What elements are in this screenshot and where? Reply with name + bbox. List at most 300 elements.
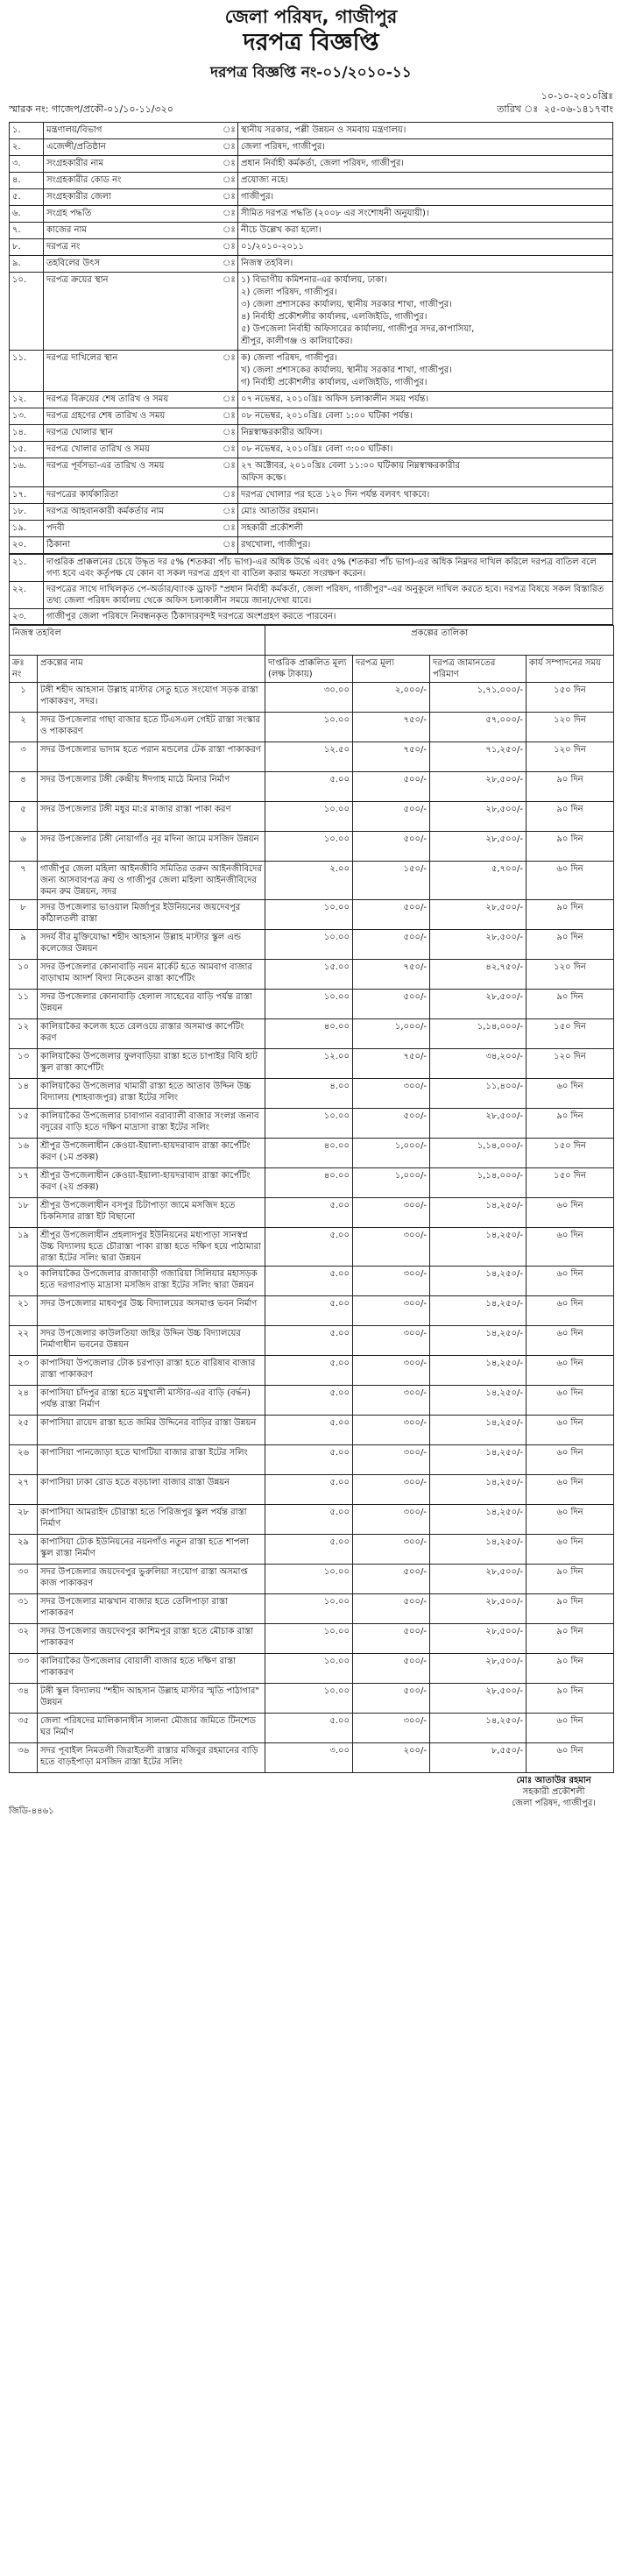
cell-name: কাপাসিয়া চাঁদপুর রাস্তা হতে মধুখালী মাস্টার-এর বাড়ি (বর্দ্ধন) পর্যন্ত রাস্তা নির্মাণ	[38, 1386, 265, 1416]
table-row	[10, 1475, 614, 1505]
cell-security: ৪২,৭৫০/-	[430, 960, 527, 990]
cell-duration: ৬০ দিন	[527, 1356, 614, 1386]
cell-estimate: ৪০.০০	[265, 1168, 353, 1198]
cell-sl: ৮	[10, 900, 38, 930]
info-row: ২. এজেন্সী/প্রতিষ্ঠান ঃ জেলা পরিষদ, গাজীপুর।	[10, 139, 613, 156]
cell-estimate: ৪০.০০	[265, 1019, 353, 1049]
table-row	[10, 1594, 614, 1624]
cell-name: কালিয়াকৈর উপজেলার ফুলবাড়িয়া রাস্তা হতে চাপাইর বিবি হাট স্কুল রাস্তা কার্পেটিং	[38, 1049, 265, 1079]
cell-sl: ১২	[10, 1019, 38, 1049]
cell-price: ৭৫০/-	[353, 960, 430, 990]
info-label: দরপত্র দাখিলের স্থান	[44, 351, 221, 392]
table-row	[10, 1109, 614, 1139]
cell-security: ১৪,২৫০/-	[430, 1475, 527, 1505]
info-no: ৪.	[10, 173, 44, 189]
cell-estimate: ২.০০	[265, 862, 353, 900]
cell-name: কালিয়াকৈর উপজেলার রাজাবাড়ী গজারিয়া সিলিয়ার মহাসড়ক হতে দরগারপাড় মাদ্রাসা মসজিদ রাস্তা ইটের সলিং দ্বারা উন্নয়ন	[38, 1267, 265, 1296]
info-label: এজেন্সী/প্রতিষ্ঠান	[44, 139, 221, 156]
table-row	[10, 1198, 614, 1228]
table-row	[10, 802, 614, 832]
cell-sl: ৯	[10, 930, 38, 960]
cell-estimate: ১০.০০	[265, 802, 353, 832]
cell-sl: ৭	[10, 862, 38, 900]
info-value	[238, 239, 613, 256]
info-value-line: সীমিত দরপত্র পদ্ধতি (২০০৮ এর সংশোধনী অনুযায়ী)।	[241, 209, 429, 218]
cell-sl: ৬	[10, 832, 38, 862]
cell-security: ১১,৪০০/-	[430, 1079, 527, 1109]
info-no: ১৮.	[10, 504, 44, 521]
info-no: ১২.	[10, 392, 44, 408]
cell-duration: ৬০ দিন	[527, 1198, 614, 1228]
notice-number: দরপত্র বিজ্ঞপ্তি নং-০১/২০১০-১১	[210, 64, 412, 82]
info-value-line: প্রধান নির্বাহী কর্মকর্তা, জেলা পরিষদ, গাজীপুর।	[241, 159, 404, 168]
info-row: ১০. দরপত্র ক্রয়ের স্থান ঃ ১) বিভাগীয় কমিশনার-এর কার্যালয়, ঢাকা। ২) জেলা পরিষদ, গাজীপুর। ৩) জেলা প্রশাসকের কার্যালয়, স্থানীয় সরকার শাখা, গাজীপুর। ৪) নির্বাহী প্রকৌশলীর কার্যালয়, এলজিইডি, গাজীপুর। ৫) উপজেলা নির্বাহী অফিসারের কার্যালয়, গাজীপুর সদর,কাপাসিয়া, শ্রীপুর, কালীগঞ্জ ও কালিয়াকৈর।	[10, 273, 613, 351]
col-estimate: দাপ্তরিক প্রাক্কলিত মূল্য (লক্ষ টাকায়)	[265, 656, 353, 683]
cell-duration: ৯০ দিন	[527, 1594, 614, 1624]
info-value-line: দরপত্র খোলার পর হতে ১২০ দিন পর্যন্ত বলবৎ থাকবে।	[241, 490, 430, 500]
table-row	[10, 1326, 614, 1356]
table-row	[10, 862, 614, 900]
info-label: দরপত্র খোলার তারিখ ও সময়	[44, 442, 221, 458]
info-value	[238, 392, 613, 408]
cell-security: ৫৭,০০০/-	[430, 713, 527, 742]
cell-name: শ্রীপুর উপজেলাধীন বসপুর চিটাপাড়া জামে মসজিদ হতে চিকনিসার রাস্তা ইট বিছানো	[38, 1198, 265, 1228]
cell-price: ৩০০/-	[353, 1198, 430, 1228]
cell-sl: ২৭	[10, 1475, 38, 1505]
info-value	[238, 173, 613, 189]
cell-sl: ৫	[10, 802, 38, 832]
info-row: ৯. তহবিলের উৎস ঃ নিজস্ব তহবিল।	[10, 256, 613, 273]
date-gregorian: ১০-১০-২০১০খ্রিঃ	[541, 90, 613, 102]
cell-price: ৩০০/-	[353, 1505, 430, 1535]
info-no: ১৬.	[10, 458, 44, 487]
tender-info-table	[9, 122, 613, 554]
info-value-line: ৩) জেলা প্রশাসকের কার্যালয়, স্থানীয় সরকার শাখা, গাজীপুর।	[241, 300, 452, 309]
reference-row	[9, 89, 613, 118]
org-name: জেলা পরিষদ, গাজীপুর	[224, 6, 398, 27]
info-value-line: প্রযোজ্য নহে।	[241, 175, 288, 185]
cell-price: ৩০০/-	[353, 1356, 430, 1386]
info-value	[238, 408, 613, 425]
condition-no: ২১.	[10, 555, 44, 582]
date-label: তারিখ ঃ	[497, 103, 539, 115]
cell-sl: ১৮	[10, 1198, 38, 1228]
info-value-line: নিজস্ব তহবিল।	[241, 259, 293, 268]
info-label: দরপত্র পূর্বসভা-এর তারিখ ও সময়	[44, 458, 221, 487]
table-row	[10, 683, 614, 713]
cell-estimate: ১২.৫০	[265, 742, 353, 772]
cell-security: ১৪,২৫০/-	[430, 1198, 527, 1228]
cell-estimate: ৪০.০০	[265, 1139, 353, 1168]
info-row: ১১. দরপত্র দাখিলের স্থান ঃ ক) জেলা পরিষদ, গাজীপুর। খ) জেলা প্রশাসকের কার্যালয়, স্থানীয় সরকার শাখা, গাজীপুর। গ) নির্বাহী প্রকৌশলীর কার্যালয়, এলজিইডি, গাজীপুর।	[10, 351, 613, 392]
table-row	[10, 1019, 614, 1049]
cell-duration: ৯০ দিন	[527, 1624, 614, 1654]
cell-sl: ২১	[10, 1296, 38, 1326]
info-label: সংগ্রহকারীর কোড নং	[44, 173, 221, 189]
cell-estimate: ৫.০০	[265, 1714, 353, 1743]
cell-name: কালিয়াকৈর উপজেলার বোয়ালী বাজার হতে দক্ষিণ রাস্তা পাকাকরণ	[38, 1654, 265, 1684]
info-value-line: ০৮ নভেম্বর, ২০১০খ্রিঃ বেলা ৩:০০ ঘটিকা।	[241, 444, 393, 454]
cell-estimate: ৫.০০	[265, 1326, 353, 1356]
cell-price: ৫০০/-	[353, 990, 430, 1019]
info-no: ১৩.	[10, 408, 44, 425]
cell-duration: ১৫০ দিন	[527, 683, 614, 713]
cell-price: ৫০০/-	[353, 1684, 430, 1714]
cell-duration: ৬০ দিন	[527, 1445, 614, 1475]
cell-name: সদর উপজেলার ভাদাম হতে পরান মন্ডলের টেক রাস্তা পাকাকরণ	[38, 742, 265, 772]
info-no: ১১.	[10, 351, 44, 392]
cell-security: ১৪,২৫০/-	[430, 1535, 527, 1565]
signature-block	[512, 1775, 596, 1820]
table-row	[10, 1445, 614, 1475]
notice-header	[9, 5, 613, 86]
info-row: ৪. সংগ্রহকারীর কোড নং ঃ প্রযোজ্য নহে।	[10, 173, 613, 189]
cell-sl: ৪	[10, 772, 38, 802]
info-label: পদবী	[44, 521, 221, 537]
cell-price: ১,০০০/-	[353, 1139, 430, 1168]
cell-duration: ৯০ দিন	[527, 900, 614, 930]
cell-security: ২৮,৫০০/-	[430, 1594, 527, 1624]
signatory-designation: সহকারী প্রকৌশলী	[522, 1787, 585, 1797]
info-row: ৭. কাজের নাম ঃ নীচে উল্লেখ করা হলো।	[10, 223, 613, 239]
info-row: ১৮. দরপত্র আহবানকারী কর্মকর্তার নাম ঃ মোঃ আতাউর রহমান।	[10, 504, 613, 521]
cell-estimate: ১০.০০	[265, 1654, 353, 1684]
cell-sl: ৩৬	[10, 1743, 38, 1773]
table-row	[10, 742, 614, 772]
cell-security: ২৮,৫০০/-	[430, 1624, 527, 1654]
cell-sl: ৩৫	[10, 1714, 38, 1743]
cell-name: কাপাসিয়া ঢাকা রোড হতে বড়চালা বাজার রাস্তা উন্নয়ন	[38, 1475, 265, 1505]
info-row: ১৯. পদবী ঃ সহকারী প্রকৌশলী	[10, 521, 613, 537]
table-row	[10, 900, 614, 930]
info-value-line: ১) বিভাগীয় কমিশনার-এর কার্যালয়, ঢাকা।	[241, 275, 387, 285]
info-row: ১. মন্ত্রণালয়/বিভাগ ঃ স্থানীয় সরকার, পল্লী উন্নয়ন ও সমবায় মন্ত্রণালয়।	[10, 123, 613, 139]
cell-name: কালিয়াকৈর উপজেলার চাবাগান বরাব্যালী বাজার সংলগ্ন জনাব বদুরের বাড়ি হতে দক্ষিণ মাদ্রাসা রাস্তা ইটের সলিং	[38, 1109, 265, 1139]
cell-security: ১,১৪,০০০/-	[430, 1019, 527, 1049]
cell-duration: ৬০ দিন	[527, 862, 614, 900]
table-row	[10, 1296, 614, 1326]
cell-sl: ১৪	[10, 1079, 38, 1109]
cell-duration: ৯০ দিন	[527, 802, 614, 832]
date-bangla: ২৫-০৬-১৪১৭বাং	[543, 103, 613, 115]
info-row: ৬. সংগ্রহ পদ্ধতি ঃ সীমিত দরপত্র পদ্ধতি (২০০৮ এর সংশোধনী অনুযায়ী)।	[10, 206, 613, 223]
info-label: সংগ্রহকারীর নাম	[44, 156, 221, 173]
notice-page	[9, 5, 613, 1820]
cell-security: ১৪,২৫০/-	[430, 1296, 527, 1326]
info-value-line: ২৭ অক্টোবর, ২০১০খ্রিঃ বেলা ১১:০০ ঘটিকায় নিম্নস্বাক্ষরকারীর	[241, 461, 460, 471]
cell-name: সদর উপজেলার মাঝখান বাজার হতে তেলিপাড়া রাস্তা পাকাকরণ	[38, 1594, 265, 1624]
cell-duration: ৯০ দিন	[527, 832, 614, 862]
cell-sl: ২৬	[10, 1445, 38, 1475]
info-value-line: নিম্নস্বাক্ষরকারীর অফিস।	[241, 428, 322, 437]
cell-security: ২৮,৫০০/-	[430, 1109, 527, 1139]
cell-estimate: ১০.০০	[265, 1684, 353, 1714]
cell-price: ১৫০/-	[353, 862, 430, 900]
condition-row	[10, 555, 613, 582]
info-value	[238, 521, 613, 537]
info-value-line: খ) জেলা প্রশাসকের কার্যালয়, স্থানীয় সরকার শাখা, গাজীপুর।	[241, 365, 452, 375]
cell-estimate: ৫.০০	[265, 1475, 353, 1505]
info-value-line: ৪) নির্বাহী প্রকৌশলীর কার্যালয়, এলজিইডি, গাজীপুর।	[241, 312, 428, 322]
cell-estimate: ৫.০০	[265, 1416, 353, 1445]
cell-price: ৫০০/-	[353, 900, 430, 930]
table-row	[10, 1565, 614, 1594]
cell-name: সদর পূবাইল নিমতলী জিরাইতলী রাস্তার মজিবুর রহমানের বাড়ি হতে বাড়ইপাড়া মসজিদ রাস্তা ইটের সলিং	[38, 1743, 265, 1773]
info-no: ৯.	[10, 256, 44, 273]
info-no: ১০.	[10, 273, 44, 351]
signatory-office: জেলা পরিষদ, গাজীপুর।	[512, 1799, 596, 1808]
cell-duration: ৬০ দিন	[527, 1228, 614, 1267]
info-label: সংগ্রহকারীর জেলা	[44, 189, 221, 206]
cell-name: কালিয়াকৈর কলেজ হতে রেলওয়ে রাস্তার অসমাপ্ত কার্পেটিং করণ	[38, 1019, 265, 1049]
cell-price: ৭৫০/-	[353, 1049, 430, 1079]
table-row	[10, 1228, 614, 1267]
cell-security: ৮,৫৫০/-	[430, 1743, 527, 1773]
cell-duration: ৯০ দিন	[527, 990, 614, 1019]
info-value	[238, 139, 613, 156]
info-label: দরপত্র ক্রয়ের স্থান	[44, 273, 221, 351]
cell-duration: ৬০ দিন	[527, 1267, 614, 1296]
cell-name: টঙ্গী শহীদ আহসান উল্লাহ মাস্টার সেতু হতে সংযোগ সড়ক রাস্তা পাকাকরণ, সদর।	[38, 683, 265, 713]
cell-estimate: ১০.০০	[265, 1565, 353, 1594]
tender-conditions-table	[9, 554, 613, 625]
info-value-line: গাজীপুর।	[241, 192, 274, 202]
info-value-line: মোঃ আতাউর রহমান।	[241, 507, 319, 516]
cell-security: ২৮,৫০০/-	[430, 832, 527, 862]
info-value-line: স্থানীয় সরকার, পল্লী উন্নয়ন ও সমবায় মন্ত্রণালয়।	[241, 125, 406, 135]
info-no: ১৯.	[10, 521, 44, 537]
cell-sl: ৩০	[10, 1565, 38, 1594]
info-label: দরপত্র খোলার স্থান	[44, 425, 221, 442]
info-value	[238, 156, 613, 173]
cell-price: ৫০০/-	[353, 930, 430, 960]
cell-estimate: ৪.০০	[265, 1079, 353, 1109]
cell-sl: ৩২	[10, 1624, 38, 1654]
cell-security: ১৪,২৫০/-	[430, 1356, 527, 1386]
info-no: ১৫.	[10, 442, 44, 458]
info-row: ১৪. দরপত্র খোলার স্থান ঃ নিম্নস্বাক্ষরকারীর অফিস।	[10, 425, 613, 442]
info-label: মন্ত্রণালয়/বিভাগ	[44, 123, 221, 139]
cell-name: শ্রীপুর উপজেলাধীন কেওয়া-ইয়ালা-হায়দরাবাদ রাস্তা কার্পেটিং করণ (১ম প্রকল্প)	[38, 1139, 265, 1168]
cell-price: ১,০০০/-	[353, 1168, 430, 1198]
table-row	[10, 960, 614, 990]
cell-sl: ১৯	[10, 1228, 38, 1267]
cell-duration: ১২০ দিন	[527, 742, 614, 772]
cell-price: ৩০০/-	[353, 1416, 430, 1445]
table-row	[10, 1654, 614, 1684]
cell-sl: ১	[10, 683, 38, 713]
cell-estimate: ৫.০০	[265, 1198, 353, 1228]
notice-title: দরপত্র বিজ্ঞপ্তি	[243, 29, 379, 56]
cell-duration: ৯০ দিন	[527, 1109, 614, 1139]
table-row	[10, 1049, 614, 1079]
info-no: ৮.	[10, 239, 44, 256]
info-no: ৫.	[10, 189, 44, 206]
cell-price: ৩০০/-	[353, 1445, 430, 1475]
info-value	[238, 351, 613, 392]
cell-estimate: ১০.০০	[265, 930, 353, 960]
table-row	[10, 1386, 614, 1416]
cell-duration: ১৫০ দিন	[527, 1139, 614, 1168]
cell-duration: ৬০ দিন	[527, 1386, 614, 1416]
cell-estimate: ১০.০০	[265, 1624, 353, 1654]
cell-sl: ২৯	[10, 1535, 38, 1565]
info-row: ১৬. দরপত্র পূর্বসভা-এর তারিখ ও সময় ঃ ২৭ অক্টোবর, ২০১০খ্রিঃ বেলা ১১:০০ ঘটিকায় নিম্নস্বাক্ষরকারীর অফিস কক্ষে।	[10, 458, 613, 487]
table-row	[10, 1079, 614, 1109]
info-no: ৩.	[10, 156, 44, 173]
table-title: প্রকল্পের তালিকা	[265, 626, 614, 656]
cell-price: ৩০০/-	[353, 1228, 430, 1267]
info-value	[238, 189, 613, 206]
cell-name: সদর উপজেলার ভাওয়াল মির্জাপুর ইউনিয়নের জয়দেবপুর কাঁঠালতলী রাস্তা	[38, 900, 265, 930]
cell-name: সদর উপজেলার জয়দেবপুর ভুরুলিয়া সংযোগ রাস্তা অসমাপ্ত কাজ পাকাকরণ	[38, 1565, 265, 1594]
table-row	[10, 1684, 614, 1714]
cell-duration: ৬০ দিন	[527, 1535, 614, 1565]
notice-footer	[9, 1775, 613, 1820]
cell-security: ২৮,৫০০/-	[430, 1565, 527, 1594]
cell-price: ২০০/-	[353, 1743, 430, 1773]
cell-security: ৩৪,২০০/-	[430, 1049, 527, 1079]
condition-no: ২২.	[10, 582, 44, 609]
info-label: দরপত্র বিক্রয়ের শেষ তারিখ ও সময়	[44, 392, 221, 408]
cell-estimate: ১০.০০	[265, 832, 353, 862]
table-row	[10, 1624, 614, 1654]
cell-estimate: ৫.০০	[265, 1535, 353, 1565]
cell-price: ৩০০/-	[353, 1535, 430, 1565]
info-label: কাজের নাম	[44, 223, 221, 239]
cell-security: ১৪,২৫০/-	[430, 1326, 527, 1356]
cell-price: ৩০০/-	[353, 1386, 430, 1416]
cell-sl: ৩৪	[10, 1684, 38, 1714]
info-value	[238, 123, 613, 139]
info-value	[238, 458, 613, 487]
info-value	[238, 425, 613, 442]
info-no: ৭.	[10, 223, 44, 239]
cell-price: ৫০০/-	[353, 1624, 430, 1654]
cell-price: ৩০০/-	[353, 1326, 430, 1356]
info-value-line: ক) জেলা পরিষদ, গাজীপুর।	[241, 353, 338, 363]
cell-duration: ৬০ দিন	[527, 1296, 614, 1326]
info-value	[238, 223, 613, 239]
cell-sl: ৩৩	[10, 1654, 38, 1684]
cell-duration: ৯০ দিন	[527, 1565, 614, 1594]
cell-security: ১,১৪,০০০/-	[430, 1139, 527, 1168]
info-value	[238, 442, 613, 458]
cell-sl: ৩	[10, 742, 38, 772]
cell-security: ১,৭১,০০০/-	[430, 683, 527, 713]
info-value-line: জেলা পরিষদ, গাজীপুর।	[241, 142, 325, 152]
cell-security: ২৮,৫০০/-	[430, 772, 527, 802]
table-row	[10, 772, 614, 802]
cell-duration: ৬০ দিন	[527, 1326, 614, 1356]
cell-duration: ১২০ দিন	[527, 960, 614, 990]
info-label: দরপত্র আহবানকারী কর্মকর্তার নাম	[44, 504, 221, 521]
cell-sl: ১৭	[10, 1168, 38, 1198]
cell-estimate: ৫.০০	[265, 1267, 353, 1296]
cell-name: কাপাসিয়া পানজোড়া হতে ঘাগটিয়া বাজার রাস্তা ইটের সলিং	[38, 1445, 265, 1475]
info-label: দরপত্র গ্রহণের শেষ তারিখ ও সময়	[44, 408, 221, 425]
cell-name: কাপাসিয়া আমরাইদ চৌরাস্তা হতে পিরিজপুর স্কুল পর্যন্ত রাস্তা নির্মাণ	[38, 1505, 265, 1535]
cell-price: ৩০০/-	[353, 1475, 430, 1505]
cell-price: ৭৫০/-	[353, 742, 430, 772]
info-value-line: ২) জেলা পরিষদ, গাজীপুর।	[241, 287, 337, 297]
cell-security: ২৮,৫০০/-	[430, 1654, 527, 1684]
date-block	[497, 89, 613, 118]
cell-estimate: ৫.০০	[265, 772, 353, 802]
fund-label: নিজস্ব তহবিল	[10, 626, 265, 656]
cell-sl: ১৫	[10, 1109, 38, 1139]
cell-estimate: ৫.০০	[265, 1356, 353, 1386]
table-row	[10, 1743, 614, 1773]
cell-price: ৩০০/-	[353, 1714, 430, 1743]
table-row	[10, 930, 614, 960]
info-row: ৩. সংগ্রহকারীর নাম ঃ প্রধান নির্বাহী কর্মকর্তা, জেলা পরিষদ, গাজীপুর।	[10, 156, 613, 173]
cell-sl: ১৩	[10, 1049, 38, 1079]
info-value	[238, 273, 613, 351]
table-row	[10, 713, 614, 742]
info-value	[238, 537, 613, 554]
cell-price: ৫০০/-	[353, 1594, 430, 1624]
cell-sl: ১৬	[10, 1139, 38, 1168]
cell-name: জেলা পরিষদের মালিকানাধীন সালনা মৌজার জমিতে টিনশেড ঘর নির্মাণ	[38, 1714, 265, 1743]
cell-security: ১৪,২৫০/-	[430, 1714, 527, 1743]
info-row: ১২. দরপত্র বিক্রয়ের শেষ তারিখ ও সময় ঃ ০৭ নভেম্বর, ২০১০খ্রিঃ অফিস চলাকালীন সময় পর্যন্ত।	[10, 392, 613, 408]
info-value-line: গ) নির্বাহী প্রকৌশলীর কার্যালয়, এলজিইডি, গাজীপুর।	[241, 378, 428, 387]
info-row: ২০. ঠিকানা ঃ রথখোলা, গাজীপুর।	[10, 537, 613, 554]
condition-text: দরপত্রের সাথে দাখিলকৃত পে-অর্ডার/ব্যাংক ড্রাফট "প্রধান নির্বাহী কর্মকর্তা, জেলা পরিষদ, গাজীপুর"-এর অনুকূলে দাখিল করতে হবে। দরপত্র বিষয়ে সকল বিস্তারিত তথ্য জেলা পরিষদ কার্যালয় থেকে অফিস চলাকালীন সময়ে জানা/দেখা যাবে।	[44, 582, 613, 609]
cell-name: সদর্য বীর মুক্তিযোদ্ধা শহীদ আহসান উল্লাহ মাস্টার স্কুল এন্ড কলেজের উন্নয়ন	[38, 930, 265, 960]
cell-estimate: ৫.০০	[265, 1386, 353, 1416]
cell-name: কাপাসিয়া উপজেলার টোক চরপাড়া রাস্তা হতে বারিষাব বাজার রাস্তা পাকাকরণ	[38, 1356, 265, 1386]
cell-sl: ২	[10, 713, 38, 742]
cell-name: সদর উপজেলার জয়দেবপুর কাশিমপুর রাস্তা হতে মৌচাক রাস্তা পাকাকরণ	[38, 1624, 265, 1654]
table-row	[10, 1267, 614, 1296]
info-row: ১৩. দরপত্র গ্রহণের শেষ তারিখ ও সময় ঃ ০৮ নভেম্বর, ২০১০খ্রিঃ বেলা ১:০০ ঘটিকা পর্যন্ত।	[10, 408, 613, 425]
cell-security: ১৪,২৫০/-	[430, 1386, 527, 1416]
col-security: দরপত্র জামানতের পরিমাণ	[430, 656, 527, 683]
table-row	[10, 1535, 614, 1565]
cell-estimate: ৩০.০০	[265, 683, 353, 713]
cell-name: সদর উপজেলার গাছা বাজার হতে টিএসএল গেইট রাস্তা সংস্কার ও পাকাকরণ	[38, 713, 265, 742]
cell-price: ৫০০/-	[353, 1565, 430, 1594]
cell-duration: ১২০ দিন	[527, 713, 614, 742]
signatory-name: মোঃ আতাউর রহমান	[516, 1776, 591, 1785]
col-name: প্রকল্পের নাম	[38, 656, 265, 683]
table-row	[10, 832, 614, 862]
cell-sl: ২২	[10, 1326, 38, 1356]
info-value-line: নীচে উল্লেখ করা হলো।	[241, 225, 322, 235]
cell-estimate: ৫.০০	[265, 1445, 353, 1475]
cell-name: শ্রীপুর উপজেলাধীন প্রহলাদপুর ইউনিয়নের মধ্যপাড়া সানস্বপ্ন উচ্চ বিদ্যালয় হতে চৌরাস্তা পাকা রাস্তা হতে দক্ষিণ হয়ে পাঠামারা রাস্তা ইটের সলিং দ্বারা উন্নয়ন	[38, 1228, 265, 1267]
table-row	[10, 1356, 614, 1386]
condition-text: দাপ্তরিক প্রাক্কলনের চেয়ে উদ্ধৃত দর ৫% (শতকরা পাঁচ ভাগ)-এর অধিক উর্দ্ধে এবং ৫% (শতকরা পাঁচ ভাগ)-এর অধিক নিম্নদর দাখিল করিলে দরপত্র বাতিল বলে গণ্য হবে এবং কর্তৃপক্ষ যে কোন বা সকল দরপত্র গ্রহণ বা বাতিল করার ক্ষমতা সংরক্ষণ করেন।	[44, 555, 613, 582]
cell-estimate: ৫.০০	[265, 1296, 353, 1326]
info-no: ২.	[10, 139, 44, 156]
cell-name: কাপাসিয়া টোক ইউনিয়নের নয়নগাঁও নতুন রাস্তা হতে শাপলা স্কুল রাস্তা নির্মাণ	[38, 1535, 265, 1565]
info-label: সংগ্রহ পদ্ধতি	[44, 206, 221, 223]
cell-name: কালিয়াকৈর উপজেলার খামারী রাস্তা হতে আতাব উদ্দিন উচ্চ বিদ্যালয় (শাহবাজপুর) রাস্তা ইটের সলিং	[38, 1079, 265, 1109]
table-row	[10, 1416, 614, 1445]
cell-sl: ২৪	[10, 1386, 38, 1416]
info-label: তহবিলের উৎস	[44, 256, 221, 273]
cell-security: ১৪,২৫০/-	[430, 1267, 527, 1296]
cell-price: ৫০০/-	[353, 832, 430, 862]
info-row: ১৫. দরপত্র খোলার তারিখ ও সময় ঃ ০৮ নভেম্বর, ২০১০খ্রিঃ বেলা ৩:০০ ঘটিকা।	[10, 442, 613, 458]
cell-price: ৩০০/-	[353, 1267, 430, 1296]
table-row	[10, 1168, 614, 1198]
cell-security: ২৮,৫০০/-	[430, 802, 527, 832]
cell-name: কাপাসিয়া রায়েদ রাস্তা হতে জমির উদ্দিনের বাড়ির রাস্তা উন্নয়ন	[38, 1416, 265, 1445]
